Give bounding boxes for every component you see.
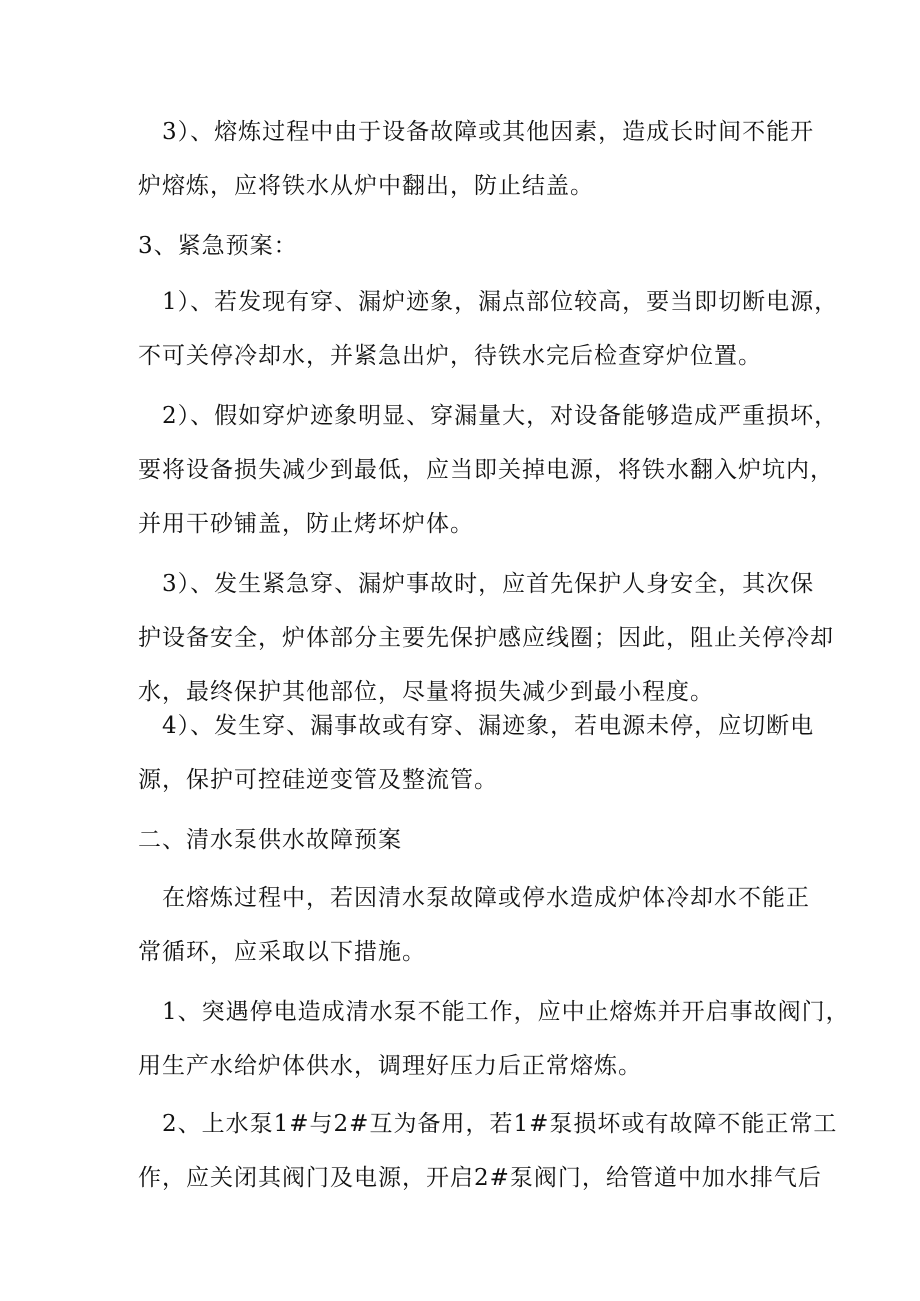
text-line: 4）、发生穿、漏事故或有穿、漏迹象，若电源未停，应切断电 <box>162 713 815 739</box>
text-line: 常循环，应采取以下措施。 <box>138 939 426 965</box>
text-line: 炉熔炼，应将铁水从炉中翻出，防止结盖。 <box>138 173 594 199</box>
text-line: 2）、假如穿炉迹象明显、穿漏量大，对设备能够造成严重损坏， <box>162 403 839 429</box>
text-line: 护设备安全，炉体部分主要先保护感应线圈；因此，阻止关停冷却 <box>138 625 834 651</box>
heading-text: 二、清水泵供水故障预案 <box>138 827 402 853</box>
text-line: 并用干砂铺盖，防止烤坏炉体。 <box>138 511 474 537</box>
text-line: 源，保护可控硅逆变管及整流管。 <box>138 767 498 793</box>
text-line: 3）、熔炼过程中由于设备故障或其他因素，造成长时间不能开 <box>162 119 815 145</box>
text-line: 1）、若发现有穿、漏炉迹象，漏点部位较高，要当即切断电源， <box>162 289 839 315</box>
text-line: 用生产水给炉体供水，调理好压力后正常熔炼。 <box>138 1053 642 1079</box>
text-line: 在熔炼过程中，若因清水泵故障或停水造成炉体冷却水不能正 <box>162 885 810 911</box>
heading-text: 3、紧急预案： <box>138 233 298 259</box>
text-line: 要将设备损失减少到最低，应当即关掉电源，将铁水翻入炉坑内， <box>138 457 834 483</box>
text-line: 2、上水泵1#与2#互为备用，若1#泵损坏或有故障不能正常工 <box>162 1111 838 1137</box>
text-line: 作，应关闭其阀门及电源，开启2#泵阀门，给管道中加水排气后 <box>138 1165 822 1191</box>
text-line: 不可关停冷却水，并紧急出炉，待铁水完后检查穿炉位置。 <box>138 343 762 369</box>
text-line: 水，最终保护其他部位，尽量将损失减少到最小程度。 <box>138 679 714 705</box>
text-line: 1、突遇停电造成清水泵不能工作，应中止熔炼并开启事故阀门， <box>162 999 850 1025</box>
text-line: 3）、发生紧急穿、漏炉事故时，应首先保护人身安全，其次保 <box>162 571 815 597</box>
